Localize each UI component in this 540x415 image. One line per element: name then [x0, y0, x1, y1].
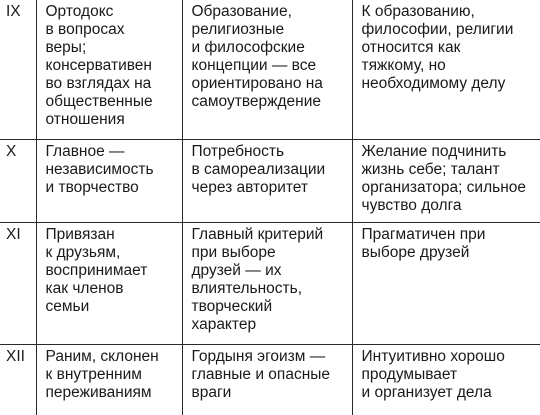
row-number: IX: [0, 0, 36, 139]
table-cell: К образованию, философии, религии относится как тяжкому, но необходимому делу: [352, 0, 540, 139]
table-cell: Главный критерий при выборе друзей — их влиятельность, творческий характер: [182, 222, 352, 344]
table-cell: Главное — независимость и творчество: [36, 139, 182, 222]
table-cell: Потребность в самореализации через авторитет: [182, 139, 352, 222]
table-row: [0, 344, 540, 415]
table-cell: Ортодокс в вопросах веры; консервативен во взглядах на общественные отношения: [36, 0, 182, 139]
table-row: [0, 222, 540, 344]
table-cell: Желание подчинить жизнь себе; талант организатора; сильное чувство долга: [352, 139, 540, 222]
row-number: X: [0, 139, 36, 222]
table-row: [0, 0, 540, 139]
table-cell: Прагматичен при выборе друзей: [352, 222, 540, 344]
row-number: XI: [0, 222, 36, 344]
table-cell: Образование, религиозные и философские концепции — все ориентировано на самоутверждение: [182, 0, 352, 139]
table-cell: Раним, склонен к внутренним переживаниям: [36, 344, 182, 415]
table-row: [0, 139, 540, 222]
row-number: XII: [0, 344, 36, 415]
table-cell: Привязан к друзьям, воспринимает как членов семьи: [36, 222, 182, 344]
table-cell: Гордыня эгоизм — главные и опасные враги: [182, 344, 352, 415]
table-cell: Интуитивно хорошо продумывает и организует дела: [352, 344, 540, 415]
